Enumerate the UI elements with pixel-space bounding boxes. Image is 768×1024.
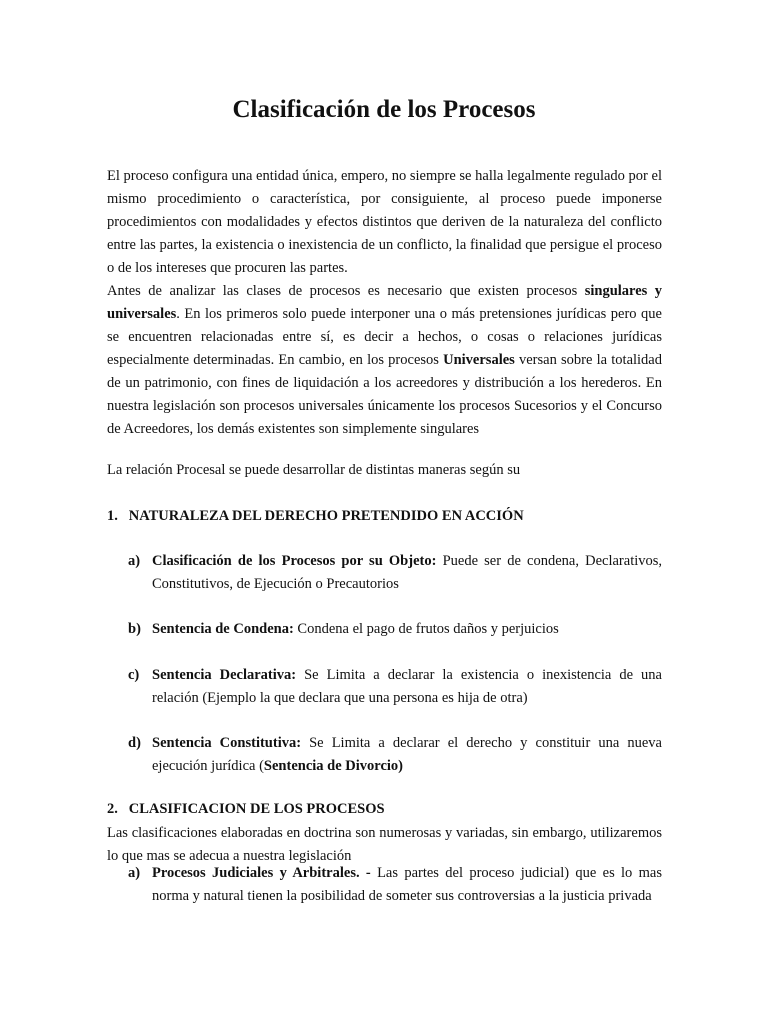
section-1-item-b <box>128 618 662 641</box>
item-bold: Procesos Judiciales y Arbitrales. - <box>152 865 371 881</box>
item-bold: Sentencia de Condena: <box>152 621 294 637</box>
item-bold: Clasificación de los Procesos por su Objeto: <box>152 553 437 569</box>
section-2-title: CLASIFICACION DE LOS PROCESOS <box>128 801 385 817</box>
para2-bold-1: singulares y universales <box>107 283 662 322</box>
singular-universal-paragraph <box>107 280 662 441</box>
item-text: Puede ser de condena, Declarativos, Constitutivos, de Ejecución o Precautorios <box>152 553 663 592</box>
section-2-item-a <box>128 862 662 908</box>
document-title: Clasificación de los Procesos <box>232 96 536 123</box>
item-text: Condena el pago de frutos daños y perjuicios <box>293 621 559 637</box>
section-2-number: 2. <box>107 801 118 817</box>
para2-bold-2: Universales <box>443 352 515 368</box>
relation-paragraph: La relación Procesal se puede desarrollar de distintas maneras según su <box>107 462 521 478</box>
item-text: Las partes del proceso judicial) que es lo mas norma y natural tienen la posibilidad de someter sus controversias a la justicia privada <box>152 865 662 904</box>
section-1-title: NATURALEZA DEL DERECHO PRETENDIDO EN ACCIÓN <box>128 508 524 524</box>
intro-paragraph: El proceso configura una entidad única, empero, no siempre se halla legalmente regulado por el mismo procedimiento o característica, por consiguiente, al proceso puede imponerse procedimientos con modalidades y efectos distintos que deriven de la naturaleza del conflicto entre las partes, la existencia o inexistencia de un conflicto, la finalidad que persigue el proceso o de los intereses que procuren las partes. <box>107 168 662 276</box>
item-bold-2: Sentencia de Divorcio) <box>263 758 403 774</box>
item-bold: Sentencia Constitutiva: <box>152 735 302 751</box>
list-marker: d) <box>128 735 141 751</box>
section-1-item-a <box>128 550 662 596</box>
section-2-heading <box>107 798 385 821</box>
item-bold: Sentencia Declarativa: <box>152 667 297 683</box>
section-1-item-c <box>128 664 662 710</box>
section-1-number: 1. <box>107 508 118 524</box>
para2-text-3: versan sobre la totalidad de un patrimonio, con fines de liquidación a los acreedores y distribución a los herederos. En nuestra legislación son procesos universales únicamente los procesos Sucesorios y el Concurso de Acreedores, los demás existentes son simplemente singulares <box>107 352 662 437</box>
section-1-item-d <box>128 732 662 778</box>
item-text: Se Limita a declarar el derecho y constituir una nueva ejecución jurídica ( <box>152 735 662 774</box>
list-marker: a) <box>128 865 141 881</box>
list-marker: c) <box>128 667 140 683</box>
para2-text-2: . En los primeros solo puede interponer una o más pretensiones jurídicas pero que se encuentren relacionadas entre sí, es decir a hechos, o cosas o relaciones jurídicas especialmente determinadas. En cambio, en los procesos <box>107 306 662 368</box>
para2-text-1: Antes de analizar las clases de procesos es necesario que existen procesos <box>107 283 585 299</box>
list-marker: b) <box>128 621 141 637</box>
section-1-heading <box>107 505 524 528</box>
section-2-intro: Las clasificaciones elaboradas en doctrina son numerosas y variadas, sin embargo, utilizaremos lo que mas se adecua a nuestra legislación <box>107 825 662 864</box>
item-text: Se Limita a declarar la existencia o inexistencia de una relación (Ejemplo la que declara que una persona es hija de otra) <box>152 667 662 706</box>
list-marker: a) <box>128 553 141 569</box>
